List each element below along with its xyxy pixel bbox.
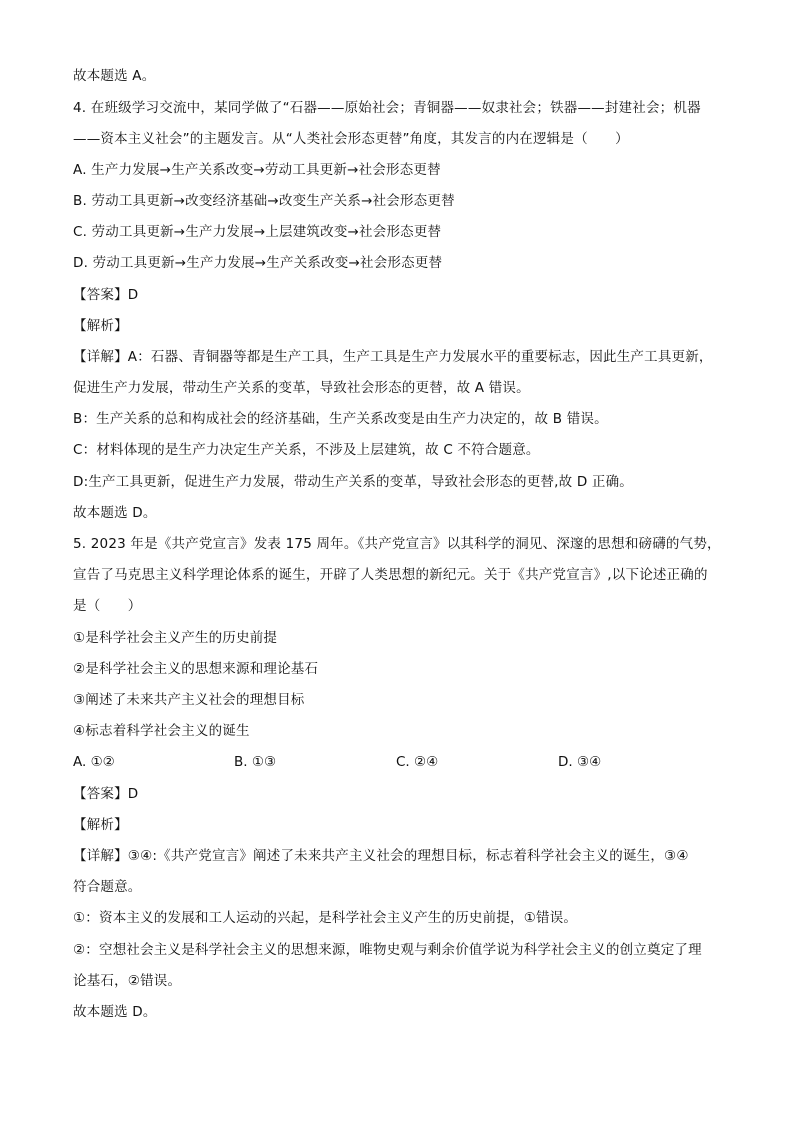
q5-detail-line-1: 【详解】③④:《共产党宣言》阐述了未来共产主义社会的理想目标，标志着科学社会主义的诞生，③④ <box>73 848 689 864</box>
q5-stem-line-2: 宣告了马克思主义科学理论体系的诞生，开辟了人类思想的新纪元。关于《共产党宣言》,以下论述正确的 <box>73 567 708 583</box>
q4-detail-d: D:生产工具更新，促进生产力发展，带动生产关系的变革，导致社会形态的更替,故 D 正确。 <box>73 474 634 490</box>
q5-statement-3: ③阐述了未来共产主义社会的理想目标 <box>73 692 305 708</box>
q5-conclusion: 故本题选 D。 <box>73 1004 157 1020</box>
q4-stem-line-1: 4. 在班级学习交流中，某同学做了“石器——原始社会；青铜器——奴隶社会；铁器——封建社会；机器 <box>73 100 701 116</box>
q4-answer: 【答案】D <box>73 287 139 303</box>
q4-detail-line-2: 促进生产力发展，带动生产关系的变革，导致社会形态的更替，故 A 错误。 <box>73 380 530 396</box>
q5-choice-c: C. ②④ <box>396 754 439 770</box>
q4-stem-line-2: ——资本主义社会”的主题发言。从“人类社会形态更替”角度，其发言的内在逻辑是（ ） <box>73 131 629 147</box>
q4-option-c: C. 劳动工具更新→生产力发展→上层建筑改变→社会形态更替 <box>73 224 442 240</box>
q5-choice-d: D. ③④ <box>558 754 602 770</box>
q5-detail-line-2: 符合题意。 <box>73 879 142 895</box>
q5-statement-4: ④标志着科学社会主义的诞生 <box>73 723 250 739</box>
q4-analysis-label: 【解析】 <box>73 318 128 334</box>
q5-answer: 【答案】D <box>73 786 139 802</box>
q4-detail-line-1: 【详解】A：石器、青铜器等都是生产工具，生产工具是生产力发展水平的重要标志，因此生产工具更新， <box>73 349 713 365</box>
q5-choice-a: A. ①② <box>73 754 115 770</box>
q3-conclusion: 故本题选 A。 <box>73 68 156 84</box>
q4-option-a: A. 生产力发展→生产关系改变→劳动工具更新→社会形态更替 <box>73 162 441 178</box>
q5-detail-2-line-2: 论基石，②错误。 <box>73 973 182 989</box>
q4-option-d: D. 劳动工具更新→生产力发展→生产关系改变→社会形态更替 <box>73 255 443 271</box>
q5-statement-1: ①是科学社会主义产生的历史前提 <box>73 630 278 646</box>
q5-statement-2: ②是科学社会主义的思想来源和理论基石 <box>73 661 319 677</box>
q5-choice-b: B. ①③ <box>234 754 277 770</box>
q5-detail-2-line-1: ②：空想社会主义是科学社会主义的思想来源，唯物史观与剩余价值学说为科学社会主义的创立奠定了理 <box>73 942 702 958</box>
q4-conclusion: 故本题选 D。 <box>73 505 157 521</box>
q5-analysis-label: 【解析】 <box>73 817 128 833</box>
q5-stem-line-3: 是（ ） <box>73 598 142 614</box>
q4-detail-c: C：材料体现的是生产力决定生产关系，不涉及上层建筑，故 C 不符合题意。 <box>73 442 540 458</box>
q4-option-b: B. 劳动工具更新→改变经济基础→改变生产关系→社会形态更替 <box>73 193 455 209</box>
q5-stem-line-1: 5. 2023 年是《共产党宣言》发表 175 周年。《共产党宣言》以其科学的洞见、深邃的思想和磅礴的气势， <box>73 536 721 552</box>
q5-detail-1: ①：资本主义的发展和工人运动的兴起，是科学社会主义产生的历史前提，①错误。 <box>73 910 578 926</box>
q4-detail-b: B：生产关系的总和构成社会的经济基础，生产关系改变是由生产力决定的，故 B 错误。 <box>73 411 608 427</box>
